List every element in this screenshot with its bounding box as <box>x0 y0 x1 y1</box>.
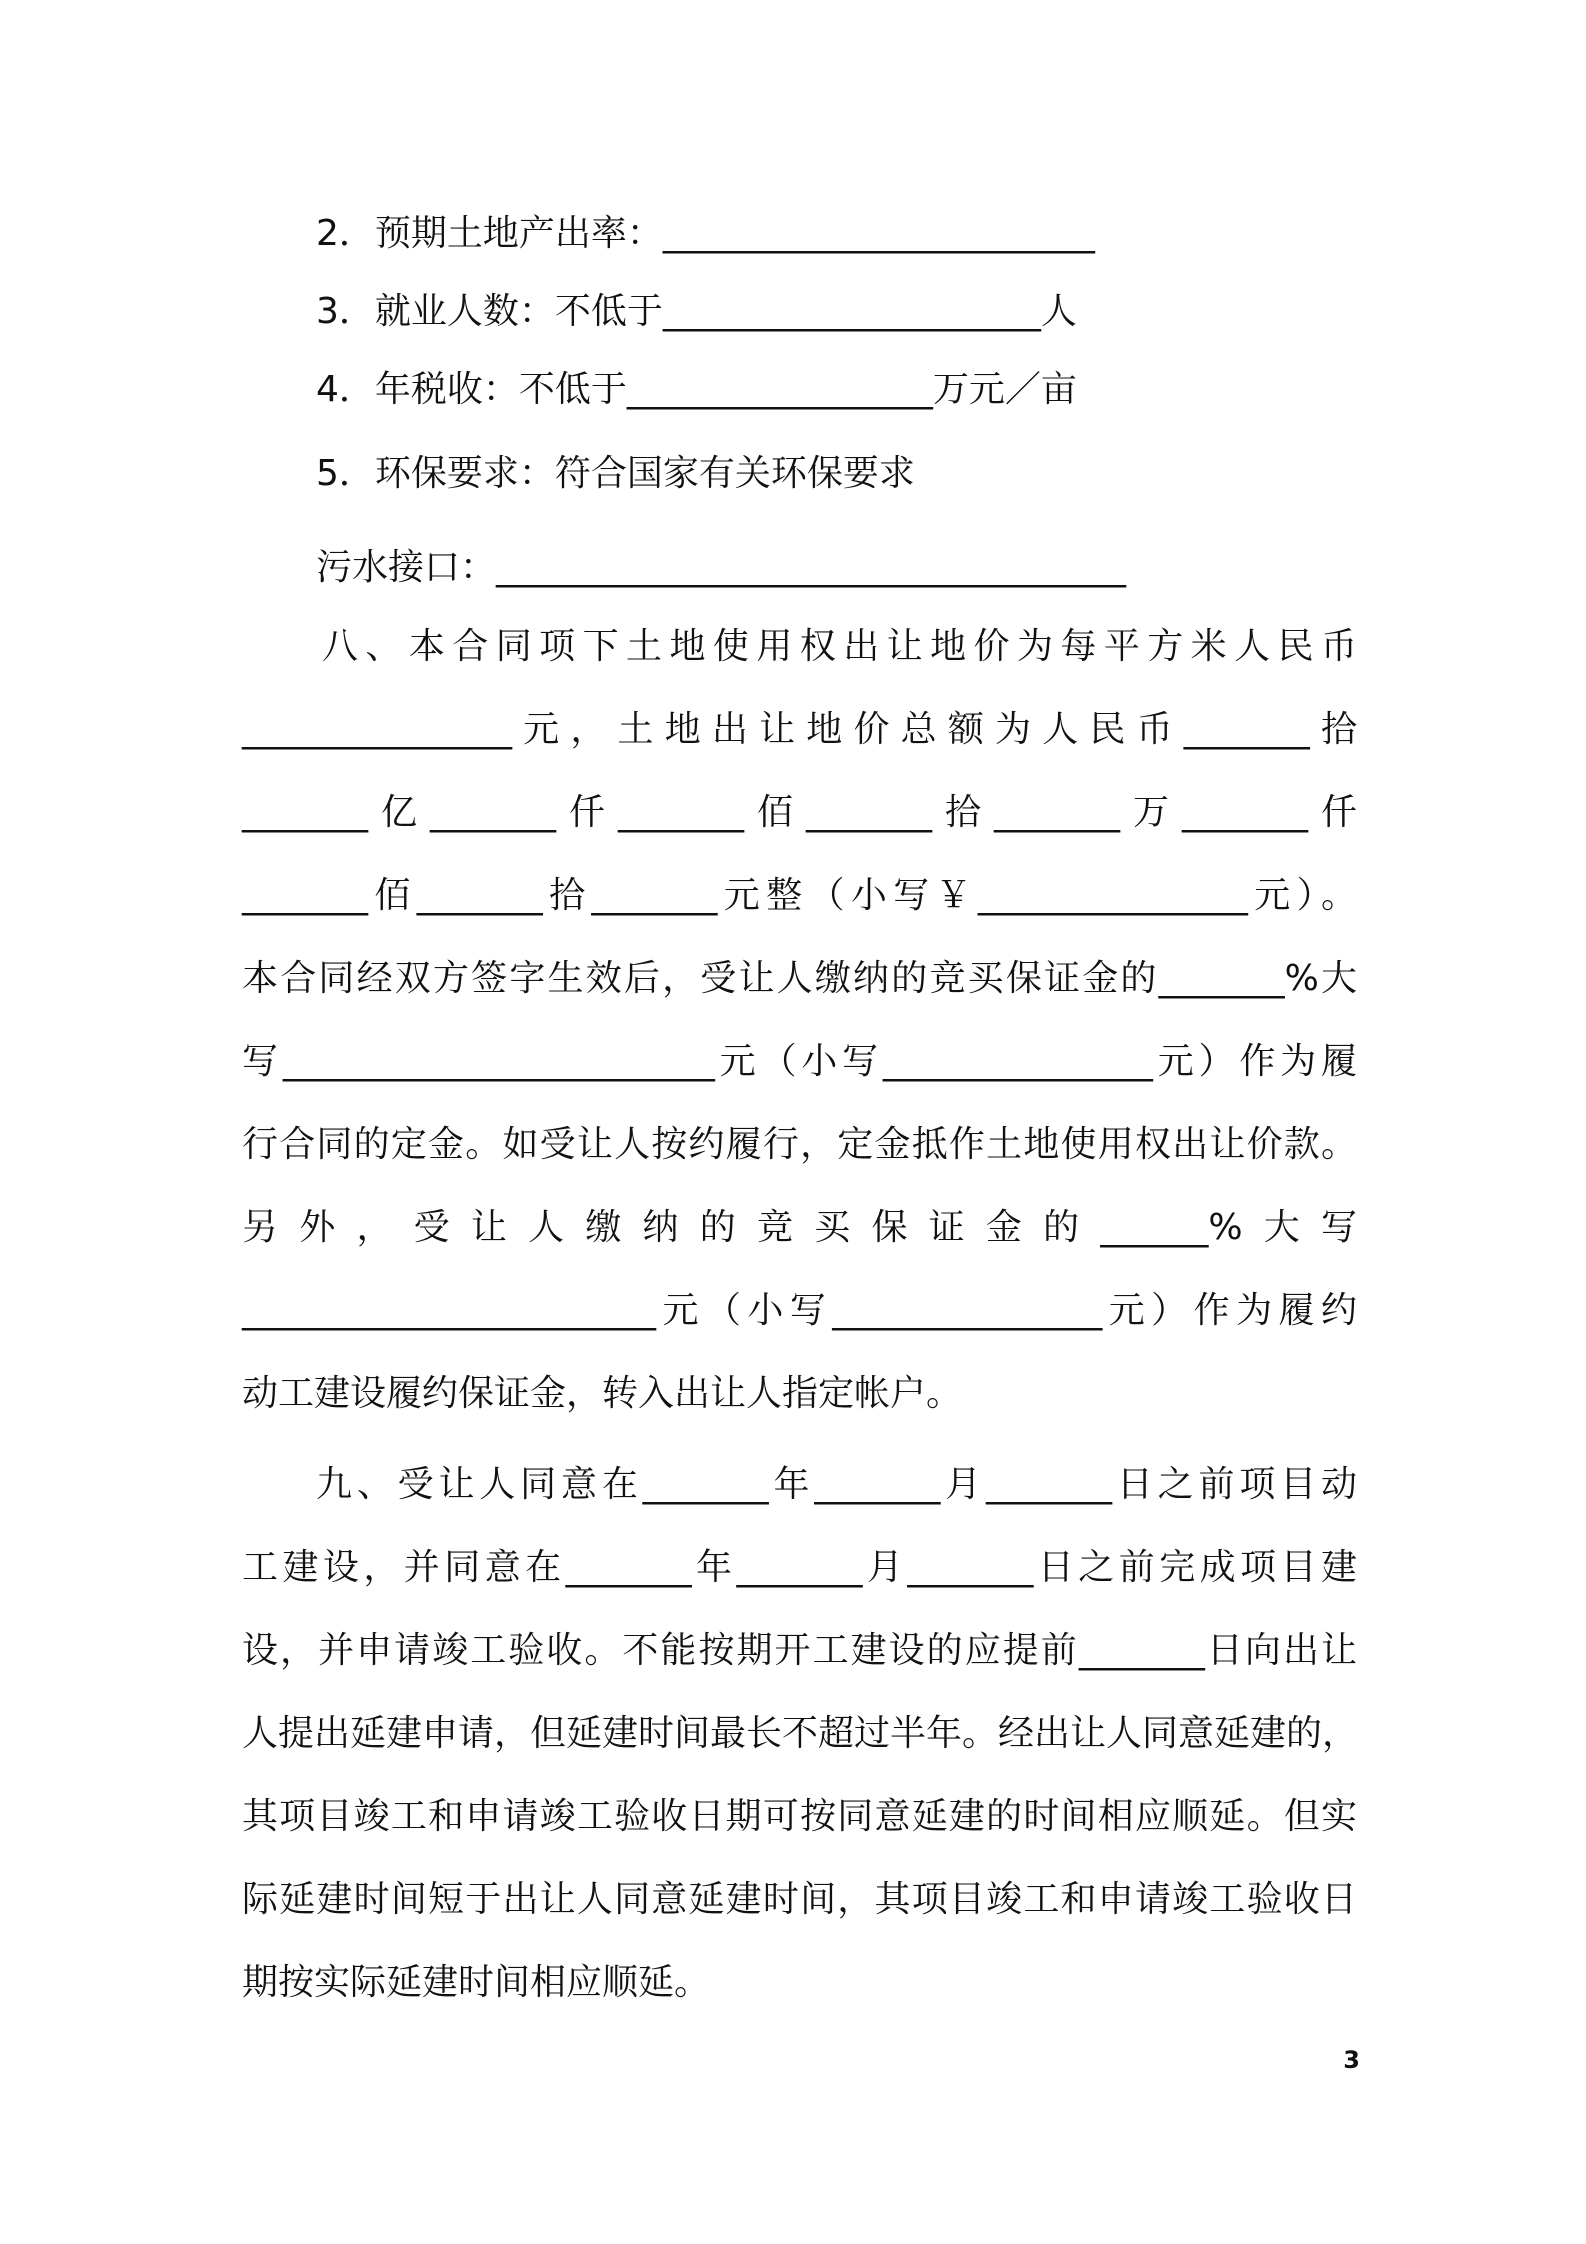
clause-8-line: 行合同的定金。如受让人按约履行，定金抵作土地使用权出让价款。 <box>242 1124 1357 1165</box>
clause-9-line: 际延建时间短于出让人同意延建时间，其项目竣工和申请竣工验收日 <box>242 1879 1357 1920</box>
clause-7-item-5-environmental: 5．环保要求：符合国家有关环保要求 <box>316 453 915 494</box>
clause-8-line: _______________________元（小写_______________元）作为履约 <box>242 1290 1357 1331</box>
page-number: 3 <box>1343 2046 1360 2074</box>
clause-8-line: 写________________________元（小写_______________元）作为履 <box>242 1041 1357 1082</box>
clause-8-line: _______亿_______仟_______佰_______拾_______万_______仟 <box>242 792 1357 833</box>
clause-9-line: 人提出延建申请，但延建时间最长不超过半年。经出让人同意延建的， <box>242 1713 1359 1754</box>
clause-9-line: 期按实际延建时间相应顺延。 <box>242 1962 711 2003</box>
clause-8-line: 本合同经双方签字生效后，受让人缴纳的竞买保证金的_______%大 <box>242 958 1357 999</box>
clause-9-line: 其项目竣工和申请竣工验收日期可按同意延建的时间相应顺延。但实 <box>242 1796 1357 1837</box>
clause-8-line: 动工建设履约保证金，转入出让人指定帐户。 <box>242 1373 963 1414</box>
clause-9-line: 工建设，并同意在_______年_______月_______日之前完成项目建 <box>242 1547 1357 1588</box>
clause-7-item-4-annual-tax: 4．年税收：不低于_________________万元／亩 <box>316 369 1077 410</box>
clause-8-line: _______佰_______拾_______元整（小写￥_______________元）。 <box>242 875 1357 916</box>
clause-8-line: _______________元，土地出让地价总额为人民币_______拾 <box>242 709 1357 750</box>
clause-8-line: 八、本合同项下土地使用权出让地价为每平方米人民币 <box>322 626 1357 667</box>
clause-9-line: 设，并申请竣工验收。不能按期开工建设的应提前_______日向出让 <box>242 1630 1357 1671</box>
clause-8-line: 另外，受让人缴纳的竞买保证金的______%大写 <box>242 1207 1357 1248</box>
sewage-interface-line: 污水接口：___________________________________ <box>316 547 1127 588</box>
clause-7-item-2-land-output-rate: 2．预期土地产出率：________________________ <box>316 213 1095 254</box>
clause-7-item-3-employment: 3．就业人数：不低于_____________________人 <box>316 291 1077 332</box>
clause-9-line: 九、受让人同意在_______年_______月_______日之前项目动 <box>316 1464 1357 1505</box>
